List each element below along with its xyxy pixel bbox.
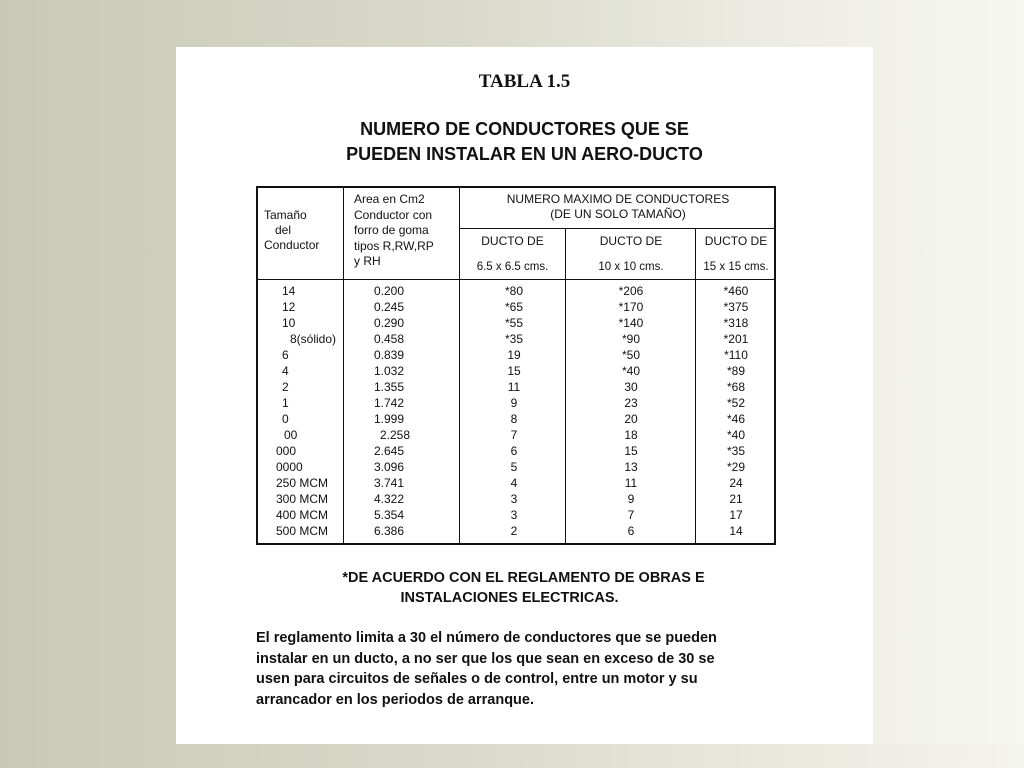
cell-duct-3: *68: [726, 380, 746, 394]
note-line: instalar en un ducto, a no ser que los que sean en exceso de 30 se: [256, 650, 715, 667]
cell-size: 0: [282, 412, 289, 426]
cell-duct-2: 15: [624, 444, 638, 458]
cell-duct-3: *89: [726, 364, 746, 378]
cell-duct-1: *35: [504, 332, 524, 346]
cell-duct-2: 6: [627, 524, 635, 538]
cell-size: 00: [284, 428, 298, 442]
cell-size: 6: [282, 348, 289, 362]
cell-size: 1: [282, 396, 289, 410]
cell-duct-2: 11: [624, 476, 638, 490]
cell-duct-2: 30: [624, 380, 638, 394]
slide-bottom-strip: [0, 744, 1024, 768]
table-row: [258, 347, 778, 363]
cell-duct-3: *110: [724, 348, 748, 362]
cell-area: 0.290: [374, 316, 405, 330]
cell-duct-3: 21: [729, 492, 743, 506]
cell-duct-1: 15: [507, 364, 521, 378]
table-row: [258, 379, 778, 395]
cell-duct-1: 4: [510, 476, 518, 490]
cell-duct-2: *50: [621, 348, 641, 362]
title-line: NUMERO DE CONDUCTORES QUE SE: [360, 119, 689, 139]
table-row: [258, 299, 778, 315]
cell-duct-2: *90: [621, 332, 641, 346]
cell-area: 1.032: [374, 364, 405, 378]
cell-duct-1: 9: [510, 396, 518, 410]
cell-size: 500 MCM: [276, 524, 329, 538]
cell-area: 5.354: [374, 508, 405, 522]
cell-duct-1: 5: [510, 460, 518, 474]
cell-area: 2.258: [380, 428, 411, 442]
cell-duct-3: 24: [729, 476, 743, 490]
table-row: [258, 475, 778, 491]
cell-size: 250 MCM: [276, 476, 329, 490]
duct-label-1: DUCTO DE: [481, 234, 544, 248]
cell-duct-2: *140: [618, 316, 644, 330]
header-area-line: Conductor con: [354, 207, 433, 222]
cell-size: 12: [282, 300, 296, 314]
cell-duct-3: *29: [726, 460, 746, 474]
cell-duct-3: *46: [726, 412, 746, 426]
cell-size: 8(sólido): [290, 332, 337, 346]
note-line: arrancador en los periodos de arranque.: [256, 691, 534, 708]
table-row: [258, 523, 778, 539]
table-row: [258, 395, 778, 411]
header-size: [264, 208, 344, 253]
header-size-line: Conductor: [264, 238, 320, 252]
table-row: [258, 427, 778, 443]
document-page: [176, 47, 873, 744]
cell-area: 3.096: [374, 460, 405, 474]
duct-size-2: 10 x 10 cms.: [598, 261, 664, 273]
cell-area: 3.741: [374, 476, 405, 490]
header-max-line: NUMERO MAXIMO DE CONDUCTORES: [506, 192, 730, 206]
cell-duct-3: *375: [723, 300, 749, 314]
header-max-conductors: [460, 192, 776, 222]
cell-area: 4.322: [374, 492, 405, 506]
cell-duct-2: 18: [624, 428, 638, 442]
note-line: El reglamento limita a 30 el número de conductores que se pueden: [256, 630, 717, 646]
cell-area: 0.245: [374, 300, 405, 314]
cell-duct-1: 3: [510, 508, 518, 522]
cell-area: 6.386: [374, 524, 405, 538]
cell-duct-1: 6: [510, 444, 518, 458]
cell-duct-1: 3: [510, 492, 518, 506]
cell-size: 000: [276, 444, 297, 458]
cell-duct-1: 19: [507, 348, 521, 362]
header-area-line: forro de goma: [354, 223, 429, 237]
cell-duct-1: *80: [504, 284, 524, 298]
note-line: usen para circuitos de señales o de control, entre un motor y su: [256, 671, 698, 687]
cell-duct-1: 11: [507, 380, 521, 394]
cell-duct-2: 7: [627, 508, 635, 522]
footnote-line: *DE ACUERDO CON EL REGLAMENTO DE OBRAS E: [342, 570, 705, 586]
title-line: PUEDEN INSTALAR EN UN AERO-DUCTO: [346, 144, 703, 164]
cell-duct-1: 7: [510, 428, 518, 442]
cell-size: 300 MCM: [276, 492, 329, 506]
header-area-line: y RH: [354, 254, 381, 268]
table-row: [258, 491, 778, 507]
regulation-note: [256, 628, 836, 710]
cell-duct-2: 20: [624, 412, 638, 426]
header-area-line: Area en Cm2: [354, 192, 425, 206]
cell-duct-1: *55: [504, 316, 524, 330]
cell-duct-1: 8: [510, 412, 518, 426]
cell-area: 1.999: [374, 412, 405, 426]
row-divider: [459, 228, 774, 229]
table-row: [258, 315, 778, 331]
header-divider: [258, 279, 774, 280]
duct-size-3: 15 x 15 cms.: [703, 261, 769, 273]
cell-duct-3: *52: [726, 396, 746, 410]
cell-area: 1.355: [374, 380, 405, 394]
conductor-table: [256, 186, 776, 545]
table-title: [176, 117, 873, 167]
header-size-line: Tamaño: [264, 208, 307, 222]
table-body: [258, 283, 778, 539]
cell-duct-3: *318: [723, 316, 749, 330]
cell-duct-2: 9: [627, 492, 635, 506]
header-size-line: del: [275, 223, 292, 237]
footnote-line: INSTALACIONES ELECTRICAS.: [400, 590, 619, 606]
cell-area: 0.458: [374, 332, 405, 346]
cell-duct-2: *206: [618, 284, 644, 298]
cell-size: 400 MCM: [276, 508, 329, 522]
footnote: [176, 568, 873, 608]
cell-duct-1: *65: [504, 300, 524, 314]
cell-duct-2: 23: [624, 396, 638, 410]
cell-area: 2.645: [374, 444, 405, 458]
cell-size: 4: [282, 364, 289, 378]
cell-duct-2: *40: [621, 364, 641, 378]
cell-duct-2: 13: [624, 460, 638, 474]
duct-label-3: DUCTO DE: [704, 234, 768, 248]
header-area: [354, 192, 462, 270]
duct-size-1: 6.5 x 6.5 cms.: [476, 261, 549, 273]
cell-size: 2: [282, 380, 289, 394]
table-row: [258, 411, 778, 427]
cell-duct-3: *460: [723, 284, 749, 298]
header-max-line: (DE UN SOLO TAMAÑO): [550, 207, 686, 221]
cell-size: 10: [282, 316, 296, 330]
table-row: [258, 443, 778, 459]
table-row: [258, 331, 778, 347]
cell-area: 1.742: [374, 396, 405, 410]
table-row: [258, 363, 778, 379]
header-area-line: tipos R,RW,RP: [354, 238, 434, 253]
duct-label-2: DUCTO DE: [599, 234, 663, 248]
cell-duct-3: 17: [729, 508, 743, 522]
cell-size: 14: [282, 284, 296, 298]
cell-area: 0.200: [374, 284, 405, 298]
cell-area: 0.839: [374, 348, 405, 362]
cell-duct-3: *35: [726, 444, 746, 458]
table-number: TABLA 1.5: [478, 71, 571, 92]
table-row: [258, 459, 778, 475]
cell-duct-3: *201: [723, 332, 749, 346]
cell-size: 0000: [276, 460, 303, 474]
table-row: [258, 507, 778, 523]
cell-duct-3: 14: [729, 524, 743, 538]
cell-duct-2: *170: [618, 300, 644, 314]
cell-duct-1: 2: [510, 524, 518, 538]
cell-duct-3: *40: [726, 428, 746, 442]
table-row: [258, 283, 778, 299]
